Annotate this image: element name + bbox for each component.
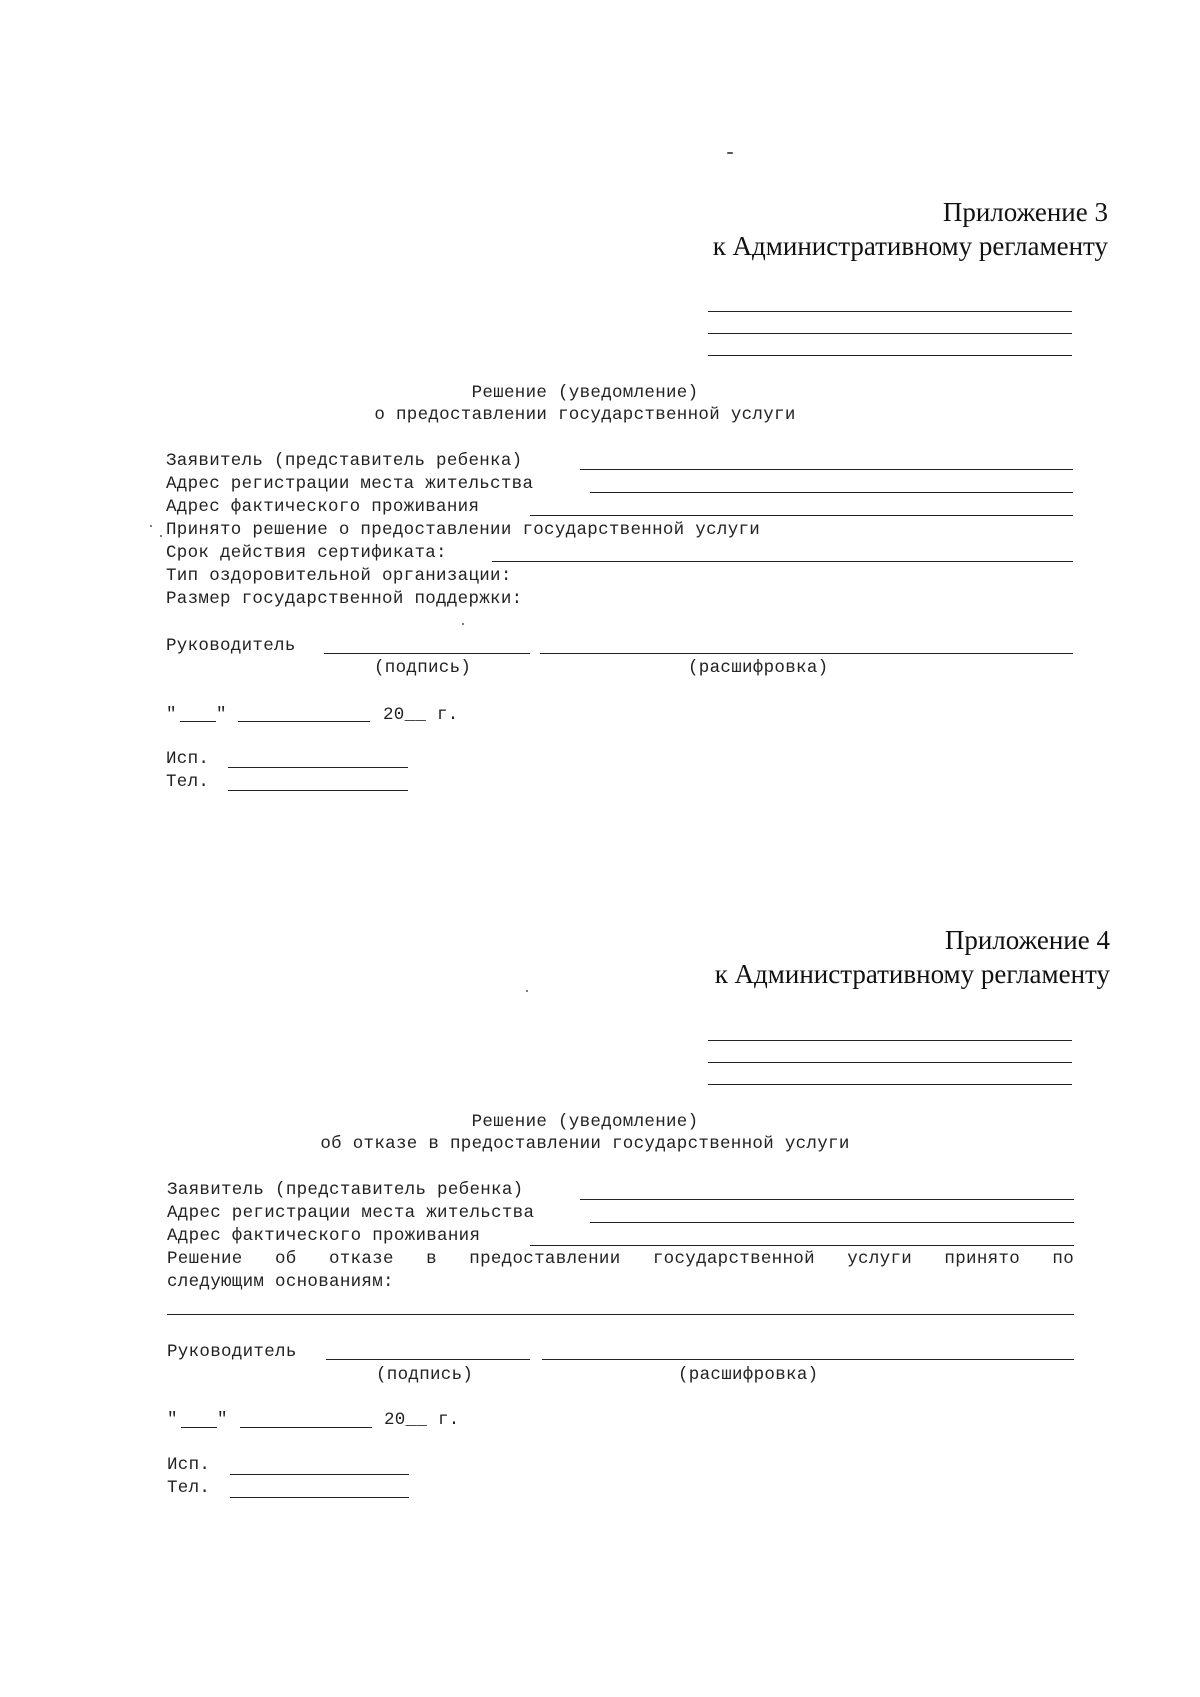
head4-label: Руководитель	[167, 1342, 297, 1362]
refusal-text-line-2: следующим основаниям:	[167, 1272, 394, 1292]
actual-address-label: Адрес фактического проживания	[166, 497, 480, 517]
executor4-label: Исп.	[167, 1455, 211, 1475]
date-month-line	[238, 721, 370, 722]
date-day-line	[180, 721, 216, 722]
scan-speck	[160, 535, 162, 537]
appendix4-title: Приложение 4	[944, 925, 1110, 955]
addressee-line-2	[708, 333, 1072, 334]
executor4-line	[230, 1474, 409, 1475]
refusal-text-line-1: Решение об отказе в предоставлении государственной услуги принято по	[167, 1249, 1074, 1269]
appendix3-heading-2: о предоставлении государственной услуги	[374, 405, 796, 425]
actual-address4-label: Адрес фактического проживания	[167, 1226, 481, 1246]
reg-address4-label: Адрес регистрации места жительства	[167, 1203, 535, 1223]
date4-month-line	[240, 1427, 372, 1428]
date-quote-close: "	[216, 705, 227, 725]
support-size-label: Размер государственной поддержки:	[166, 589, 523, 609]
reg-address-label: Адрес регистрации места жительства	[166, 474, 534, 494]
transcript-caption: (расшифровка)	[688, 658, 829, 678]
appendix3-subtitle: к Административному регламенту	[712, 231, 1108, 261]
org-type-label: Тип оздоровительной организации:	[166, 566, 512, 586]
signature-caption: (подпись)	[374, 658, 472, 678]
signature4-caption: (подпись)	[376, 1365, 474, 1385]
applicant4-line	[580, 1199, 1074, 1200]
applicant4-label: Заявитель (представитель ребенка)	[167, 1180, 524, 1200]
scan-speck	[526, 990, 528, 992]
decision-text: Принято решение о предоставлении государственной услуги	[166, 520, 761, 540]
date-quote-open: "	[166, 705, 177, 725]
addressee4-line-2	[708, 1062, 1072, 1063]
applicant-line	[580, 469, 1073, 470]
executor-label: Исп.	[166, 749, 210, 769]
signature-line	[324, 653, 530, 654]
transcript-line	[540, 653, 1073, 654]
addressee4-line-1	[708, 1040, 1072, 1041]
appendix4-heading-2: об отказе в предоставлении государственной услуги	[320, 1134, 850, 1154]
date-year: 20__ г.	[383, 705, 459, 725]
refusal-reasons-line	[167, 1314, 1074, 1315]
date4-day-line	[181, 1427, 217, 1428]
addressee-line-1	[708, 311, 1072, 312]
head-label: Руководитель	[166, 636, 296, 656]
date4-quote-close: "	[217, 1410, 228, 1430]
appendix4-subtitle: к Административному регламенту	[714, 959, 1110, 989]
transcript4-line	[542, 1359, 1074, 1360]
scan-speck	[462, 623, 464, 625]
appendix4-heading-1: Решение (уведомление)	[471, 1112, 699, 1132]
validity-label: Срок действия сертификата:	[166, 543, 447, 563]
transcript4-caption: (расшифровка)	[678, 1365, 819, 1385]
phone-label: Тел.	[166, 772, 210, 792]
validity-line	[492, 561, 1073, 562]
date4-year: 20__ г.	[384, 1410, 460, 1430]
appendix3-title: Приложение 3	[942, 197, 1108, 227]
addressee4-line-3	[708, 1084, 1072, 1085]
executor-line	[228, 767, 408, 768]
signature4-line	[326, 1359, 530, 1360]
reg-address4-line	[590, 1222, 1074, 1223]
date4-quote-open: "	[167, 1410, 178, 1430]
addressee-line-3	[708, 355, 1072, 356]
phone4-line	[230, 1497, 409, 1498]
scan-speck	[727, 152, 733, 154]
reg-address-line	[590, 492, 1073, 493]
applicant-label: Заявитель (представитель ребенка)	[166, 451, 523, 471]
actual-address4-line	[530, 1245, 1074, 1246]
phone4-label: Тел.	[167, 1478, 211, 1498]
phone-line	[228, 790, 408, 791]
scan-speck	[150, 525, 152, 527]
appendix3-heading-1: Решение (уведомление)	[471, 383, 699, 403]
actual-address-line	[530, 515, 1073, 516]
